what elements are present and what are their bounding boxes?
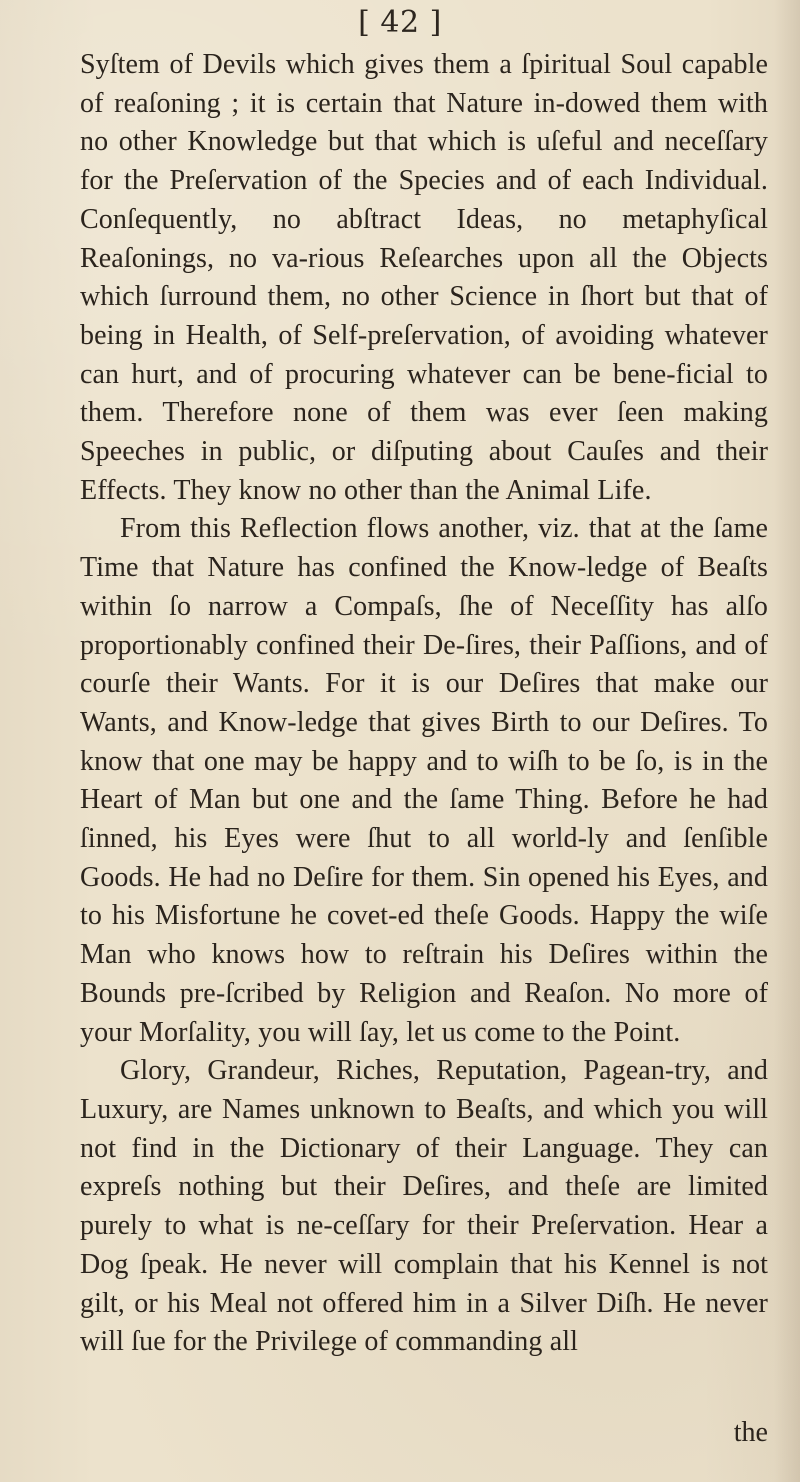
paragraph-2: From this Reflection flows another, viz. that at the ſame Time that Nature has confined the Know-ledge of Beaſts within ſo narrow a Compaſs, ſhe of Neceſſity has alſo proportionably confined their De-ſires, their Paſſions, and of courſe their Wants. For it is our Deſires that make our Wants, and Know-ledge that gives Birth to our Deſires. To know that one may be happy and to wiſh to be ſo, is in the Heart of Man but one and the ſame Thing. Before he had ſinned, his Eyes were ſhut to all world-ly and ſenſible Goods. He had no Deſire for them. Sin opened his Eyes, and to his Misfortune he covet-ed theſe Goods. Happy the wiſe Man who knows how to reſtrain his Deſires within the Bounds pre-ſcribed by Religion and Reaſon. No more of your Morſality, you will ſay, let us come to the Point. — [80, 513, 768, 1048]
page-number: [ 42 ] — [358, 5, 442, 40]
paragraph-1: Syſtem of Devils which gives them a ſpiritual Soul capable of reaſoning ; it is certain that Nature in-dowed them with no other Knowledge but that which is uſeful and neceſſary for the Preſervation of the Species and of each Individual. Conſequently, no abſtract Ideas, no metaphyſical Reaſonings, no va-rious Reſearches upon all the Objects which ſurround them, no other Science in ſhort but that of being in Health, of Self-preſervation, of avoiding whatever can hurt, and of procuring whatever can be bene-ficial to them. Therefore none of them was ever ſeen making Speeches in public, or diſputing about Cauſes and their Effects. They know no other than the Animal Life. — [80, 49, 768, 506]
page-edge-shadow — [774, 0, 800, 1482]
body-text — [80, 46, 768, 1362]
paragraph-3: Glory, Grandeur, Riches, Reputation, Pagean-try, and Luxury, are Names unknown to Beaſts, and which you will not find in the Dictionary of their Language. They can expreſs nothing but their Deſires, and theſe are limited purely to what is ne-ceſſary for their Preſervation. Hear a Dog ſpeak. He never will complain that his Kennel is not gilt, or his Meal not offered him in a Silver Diſh. He never will ſue for the Privilege of commanding all — [80, 1055, 768, 1358]
catchword: the — [733, 1417, 768, 1448]
